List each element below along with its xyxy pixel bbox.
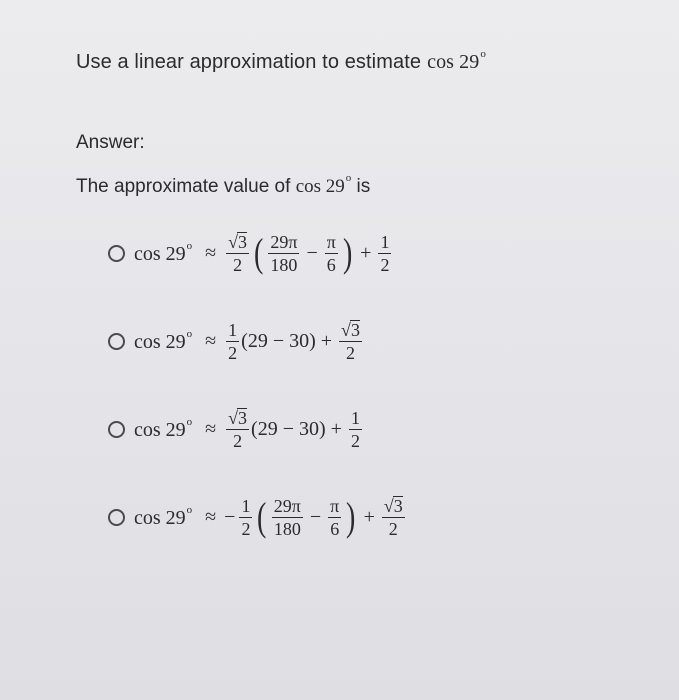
numerator: 29π bbox=[270, 231, 298, 252]
denominator: 2 bbox=[241, 518, 251, 539]
open-paren: ( bbox=[254, 230, 264, 275]
degree-symbol: o bbox=[186, 240, 193, 252]
approx-symbol: ≈ bbox=[205, 417, 217, 440]
plus-sign: + bbox=[360, 241, 372, 264]
close-paren: ) bbox=[342, 230, 353, 275]
approx-symbol: ≈ bbox=[205, 505, 217, 528]
radicand: 3 bbox=[238, 232, 248, 252]
numerator: 1 bbox=[380, 231, 390, 252]
lhs bbox=[134, 416, 192, 442]
prompt-suffix: is bbox=[356, 176, 371, 197]
option-formula bbox=[134, 232, 393, 274]
lhs-text: cos 29 bbox=[134, 243, 186, 265]
coefficient-fraction bbox=[226, 321, 239, 362]
coefficient-fraction bbox=[226, 408, 249, 450]
radical-sign: √ bbox=[228, 232, 239, 252]
fraction-29pi-180 bbox=[268, 233, 299, 274]
prompt-expr-text: cos 29 bbox=[295, 176, 345, 197]
coefficient-fraction bbox=[226, 232, 249, 274]
sqrt-three bbox=[226, 408, 249, 429]
constant-fraction bbox=[339, 320, 362, 362]
radical-sign: √ bbox=[228, 408, 239, 428]
denominator: 180 bbox=[268, 253, 299, 274]
constant-fraction bbox=[349, 409, 362, 450]
sqrt-three bbox=[339, 320, 362, 341]
degree-symbol: o bbox=[186, 504, 193, 516]
inner-expression: (29 − 30) bbox=[241, 329, 316, 352]
sqrt-three bbox=[226, 232, 249, 253]
lhs-text: cos 29 bbox=[134, 331, 186, 353]
question-expression bbox=[427, 48, 486, 73]
radio-button[interactable] bbox=[108, 421, 125, 438]
option-formula bbox=[134, 408, 364, 450]
denominator: 2 bbox=[382, 517, 405, 538]
lhs bbox=[134, 328, 192, 354]
radicand: 3 bbox=[238, 408, 248, 428]
minus-sign: − bbox=[306, 241, 318, 264]
lhs-text: cos 29 bbox=[134, 507, 186, 529]
numerator: π bbox=[326, 231, 336, 252]
radicand: 3 bbox=[393, 496, 403, 516]
denominator: 6 bbox=[328, 517, 341, 538]
fraction-pi-6 bbox=[325, 233, 338, 274]
close-paren: ) bbox=[346, 494, 356, 539]
denominator: 2 bbox=[226, 253, 249, 274]
lhs-text: cos 29 bbox=[134, 419, 186, 441]
numerator: 1 bbox=[350, 407, 360, 428]
option-formula bbox=[134, 496, 407, 538]
answer-option-3[interactable] bbox=[108, 394, 364, 464]
question-expr-text: cos 29 bbox=[427, 51, 480, 73]
degree-symbol: o bbox=[480, 48, 486, 60]
radio-button[interactable] bbox=[108, 333, 125, 350]
denominator: 180 bbox=[272, 517, 303, 538]
denominator: 2 bbox=[380, 254, 390, 275]
denominator: 2 bbox=[228, 342, 238, 363]
answer-option-4[interactable] bbox=[108, 482, 407, 552]
constant-fraction bbox=[382, 496, 405, 538]
prompt-text: The approximate value of bbox=[76, 176, 291, 197]
numerator: π bbox=[330, 495, 340, 516]
radical-sign: √ bbox=[341, 320, 351, 340]
open-paren: ( bbox=[257, 494, 267, 539]
numerator: 29π bbox=[273, 495, 301, 516]
minus-sign: − bbox=[309, 505, 322, 528]
denominator: 2 bbox=[339, 341, 362, 362]
radio-button[interactable] bbox=[108, 509, 125, 526]
option-formula bbox=[134, 320, 364, 362]
answer-label: Answer: bbox=[76, 132, 145, 153]
lhs bbox=[134, 240, 192, 266]
lhs bbox=[134, 504, 192, 530]
plus-sign: + bbox=[330, 417, 342, 440]
approx-symbol: ≈ bbox=[205, 329, 217, 352]
radio-button[interactable] bbox=[108, 245, 125, 262]
answer-option-2[interactable] bbox=[108, 306, 364, 376]
coefficient-fraction bbox=[239, 497, 252, 538]
prompt-expression bbox=[295, 172, 352, 197]
fraction-29pi-180 bbox=[272, 497, 303, 538]
plus-sign: + bbox=[363, 505, 375, 528]
approx-symbol: ≈ bbox=[205, 241, 217, 264]
numerator: 1 bbox=[228, 319, 238, 340]
denominator: 2 bbox=[226, 429, 249, 450]
degree-symbol: o bbox=[186, 328, 193, 340]
answer-option-1[interactable] bbox=[108, 218, 393, 288]
degree-symbol: o bbox=[345, 172, 352, 184]
answer-prompt bbox=[76, 172, 370, 198]
negative-sign: − bbox=[224, 505, 236, 528]
radicand: 3 bbox=[350, 320, 360, 340]
sqrt-three bbox=[382, 496, 405, 517]
plus-sign: + bbox=[320, 329, 333, 352]
question-prompt: Use a linear approximation to estimate bbox=[76, 51, 422, 73]
inner-expression: (29 − 30) bbox=[251, 417, 326, 440]
constant-fraction bbox=[378, 233, 391, 274]
radical-sign: √ bbox=[383, 496, 394, 516]
denominator: 6 bbox=[325, 253, 338, 274]
fraction-pi-6 bbox=[328, 497, 341, 538]
degree-symbol: o bbox=[186, 416, 193, 428]
question-text bbox=[76, 48, 486, 74]
numerator: 1 bbox=[241, 495, 251, 516]
denominator: 2 bbox=[350, 430, 360, 451]
